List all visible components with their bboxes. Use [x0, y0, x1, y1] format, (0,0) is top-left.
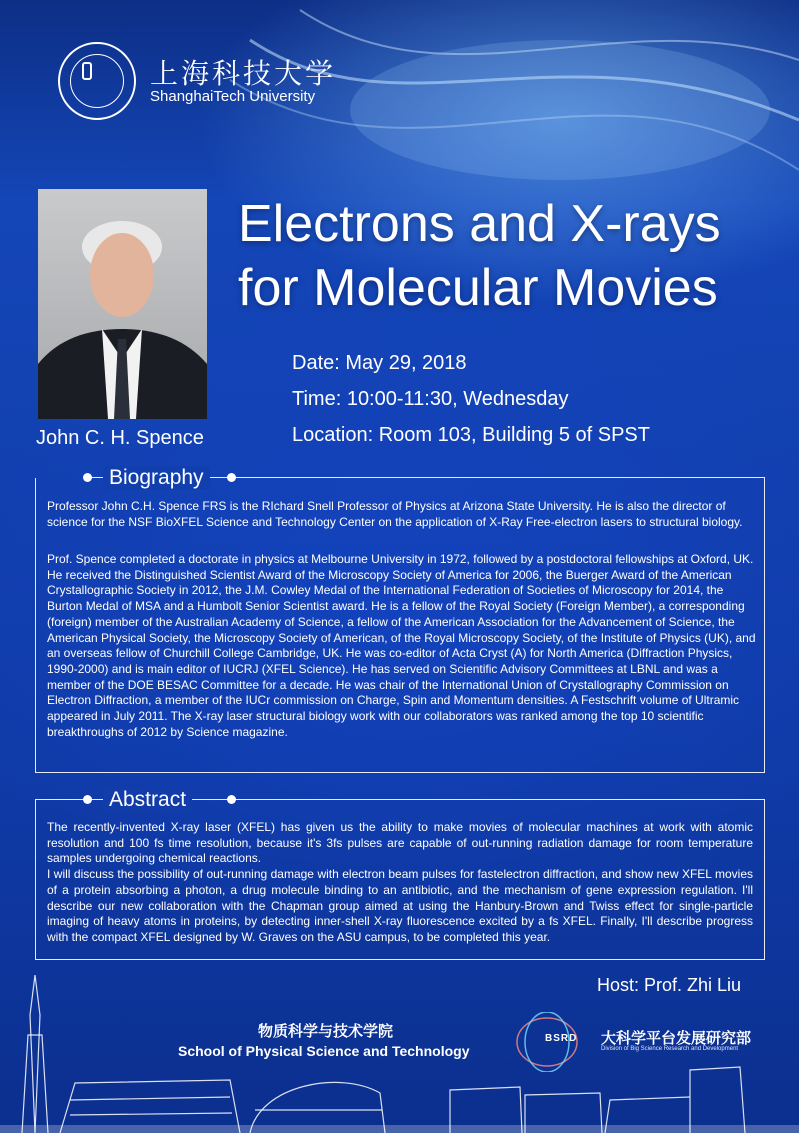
biography-bullet-right — [227, 473, 236, 482]
university-name-en: ShanghaiTech University — [150, 88, 316, 105]
biography-paragraph-2: Prof. Spence completed a doctorate in physics at Melbourne University in 1972, followed by a postdoctoral fellowships at Oxford, UK. He received the Distinguished Scientist Award of the Microscopy Society of America for 2006, the Buerger Award of the American Crystallographic Society in 2012, the J.M. Cowley Medal of the International Federation of Societies of Microscopy for 2014, the Burton Medal of MSA and a Humbolt Senior Scientist award. He is a fellow of the Royal Society (Foreign Member), a corresponding (foreign) member of the Australian Academy of Science, a fellow of the American Association for the Advancement of Science, the American Physical Society, the Microscopy Society of American, of the Royal Microscopy Society, of the Institute of Physics (UK), and an overseas fellow of Churchill College Cambridge, UK. He was co-editor of Acta Cryst (A) for North America (Diffraction Physics, 1990-2000) and is main editor of IUCRJ (XFEL Science). He has served on Scientific Advisory Committees at LBNL and was a member of the DOE BESAC Committee for a decade. He was chair of the International Union of Crystallography Commission on Electron Diffraction, a member of the IUCr commission on Charge, Spin and Momentum densities. A Festschrift volume of Ultramic appeared in July 2011. The X-ray laser structural biology work with our collaborators was ranked among the top 10 scientific breakthroughs of 2012 by Science magazine. — [47, 552, 756, 739]
university-seal-logo — [58, 42, 136, 120]
event-time: Time: 10:00-11:30, Wednesday — [292, 388, 569, 410]
event-location: Location: Room 103, Building 5 of SPST — [292, 424, 650, 446]
biography-paragraph-1: Professor John C.H. Spence FRS is the RIchard Snell Professor of Physics at Arizona State University. He is also the director of science for the NSF BioXFEL Science and Technology Center on the application of X-Ray Free-electron lasers to structural biology. — [47, 499, 743, 529]
abstract-paragraph-1: The recently-invented X-ray laser (XFEL) has given us the ability to make movies of molecular machines at work with atomic resolution and 100 fs time resolution, because it's 3fs pulses are capable of out-running radiation damage for room temperature samples undergoing chemical reactions. — [47, 820, 753, 866]
biography-bullet-left — [83, 473, 92, 482]
abstract-paragraph-2: I will discuss the possibility of out-running damage with electron beam pulses for fastelectron diffraction, and show new XFEL movies of a protein absorbing a photon, a drug molecule binding to an antibiotic, and the mechanism of gene expression regulation. I'll describe our new collaboration with the Chapman group aimed at using the Hanbury-Brown and Twiss effect for single-particle imaging of heavy atoms in proteins, by detecting inner-shell X-ray fluorescence excited by a fs XFEL. Finally, I'll describe progress with the compact XFEL designed by W. Graves on the ASU campus, to be completed this year. — [47, 867, 753, 944]
abstract-bullet-right — [227, 795, 236, 804]
bsrd-label: BSRD — [545, 1033, 578, 1044]
abstract-heading: Abstract — [103, 788, 192, 812]
bsrd-name-cn: 大科学平台发展研究部 — [601, 1030, 752, 1047]
talk-title-line1: Electrons and X-rays — [238, 195, 721, 253]
abstract-text — [47, 820, 753, 946]
speaker-photo — [38, 189, 207, 419]
bsrd-name-en: Division of Big Science Research and Development — [601, 1046, 739, 1052]
talk-title-line2: for Molecular Movies — [238, 259, 718, 317]
biography-heading: Biography — [103, 466, 210, 490]
abstract-bullet-left — [83, 795, 92, 804]
host-line: Host: Prof. Zhi Liu — [597, 975, 742, 995]
event-date: Date: May 29, 2018 — [292, 352, 467, 374]
school-name-en: School of Physical Science and Technology — [178, 1043, 470, 1059]
university-name-cn: 上海科技大学 — [150, 57, 337, 90]
speaker-name: John C. H. Spence — [36, 427, 204, 449]
talk-title — [238, 192, 788, 320]
school-name-cn: 物质科学与技术学院 — [258, 1022, 394, 1040]
